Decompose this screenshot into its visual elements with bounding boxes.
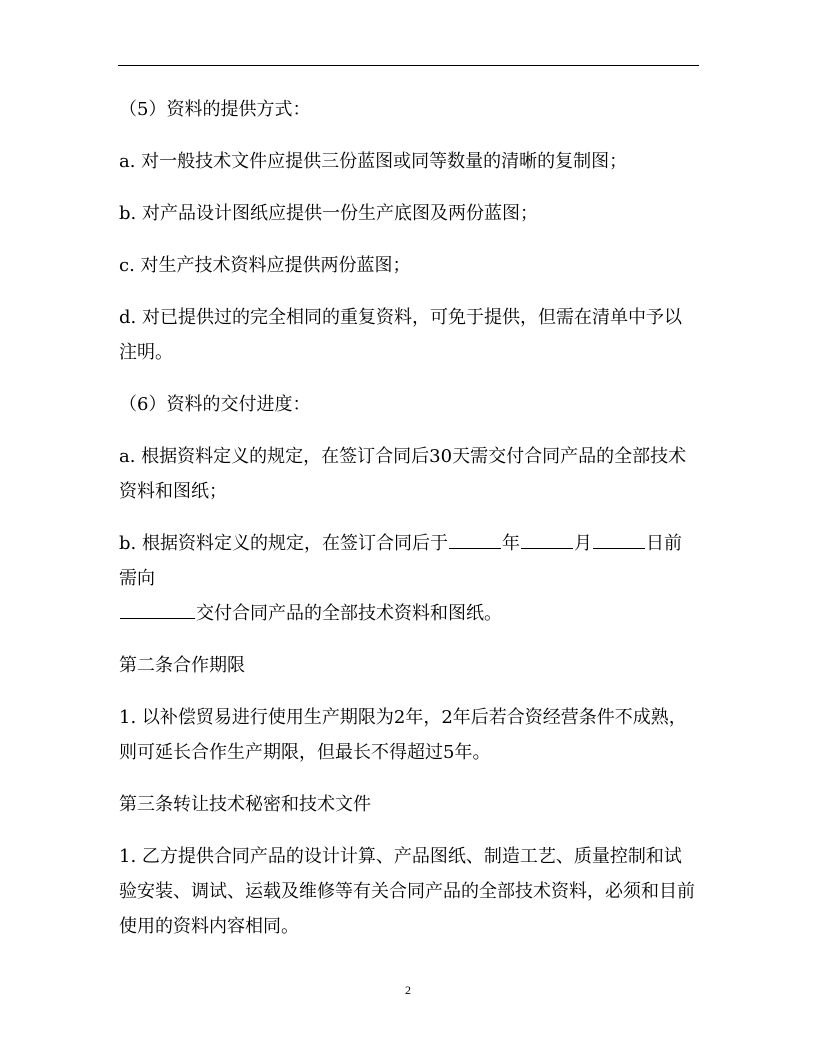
article-3-clause-1: 1. 乙方提供合同产品的设计计算、产品图纸、制造工艺、质量控制和试验安装、调试、运载及维修等有关合同产品的全部技术资料，必须和目前使用的资料内容相同。 [119, 846, 695, 937]
year-label: 年 [501, 533, 520, 554]
list-item-d: d. 对已提供过的完全相同的重复资料，可免于提供，但需在清单中予以注明。 [119, 307, 682, 363]
day-blank [593, 530, 645, 549]
delivery-item-b [119, 526, 699, 631]
document-body [119, 92, 699, 944]
list-item-a: a. 对一般技术文件应提供三份蓝图或同等数量的清晰的复制图； [119, 151, 628, 172]
header-rule [118, 65, 699, 66]
article-2-heading: 第二条合作期限 [119, 655, 245, 676]
section-6-heading: （6）资料的交付进度： [119, 394, 311, 415]
section-5-heading: （5）资料的提供方式： [119, 99, 311, 120]
month-blank [521, 530, 573, 549]
month-label: 月 [573, 533, 592, 554]
article-2-clause-1: 1. 以补偿贸易进行使用生产期限为2年，2年后若合资经营条件不成熟，则可延长合作生产期限，但最长不得超过5年。 [119, 707, 687, 763]
delivery-item-a: a. 根据资料定义的规定，在签订合同后30天需交付合同产品的全部技术资料和图纸； [119, 446, 687, 502]
list-item-c: c. 对生产技术资料应提供两份蓝图； [119, 255, 411, 276]
delivery-item-b-text-start: b. 根据资料定义的规定，在签订合同后于 [119, 533, 448, 554]
day-label: 日前需向 [119, 533, 682, 589]
page-number: 2 [405, 983, 411, 997]
year-blank [449, 530, 501, 549]
article-3-heading: 第三条转让技术秘密和技术文件 [119, 794, 371, 815]
recipient-blank [120, 600, 195, 619]
delivery-item-b-text-end: 交付合同产品的全部技术资料和图纸。 [196, 603, 502, 624]
list-item-b: b. 对产品设计图纸应提供一份生产底图及两份蓝图； [119, 203, 538, 224]
